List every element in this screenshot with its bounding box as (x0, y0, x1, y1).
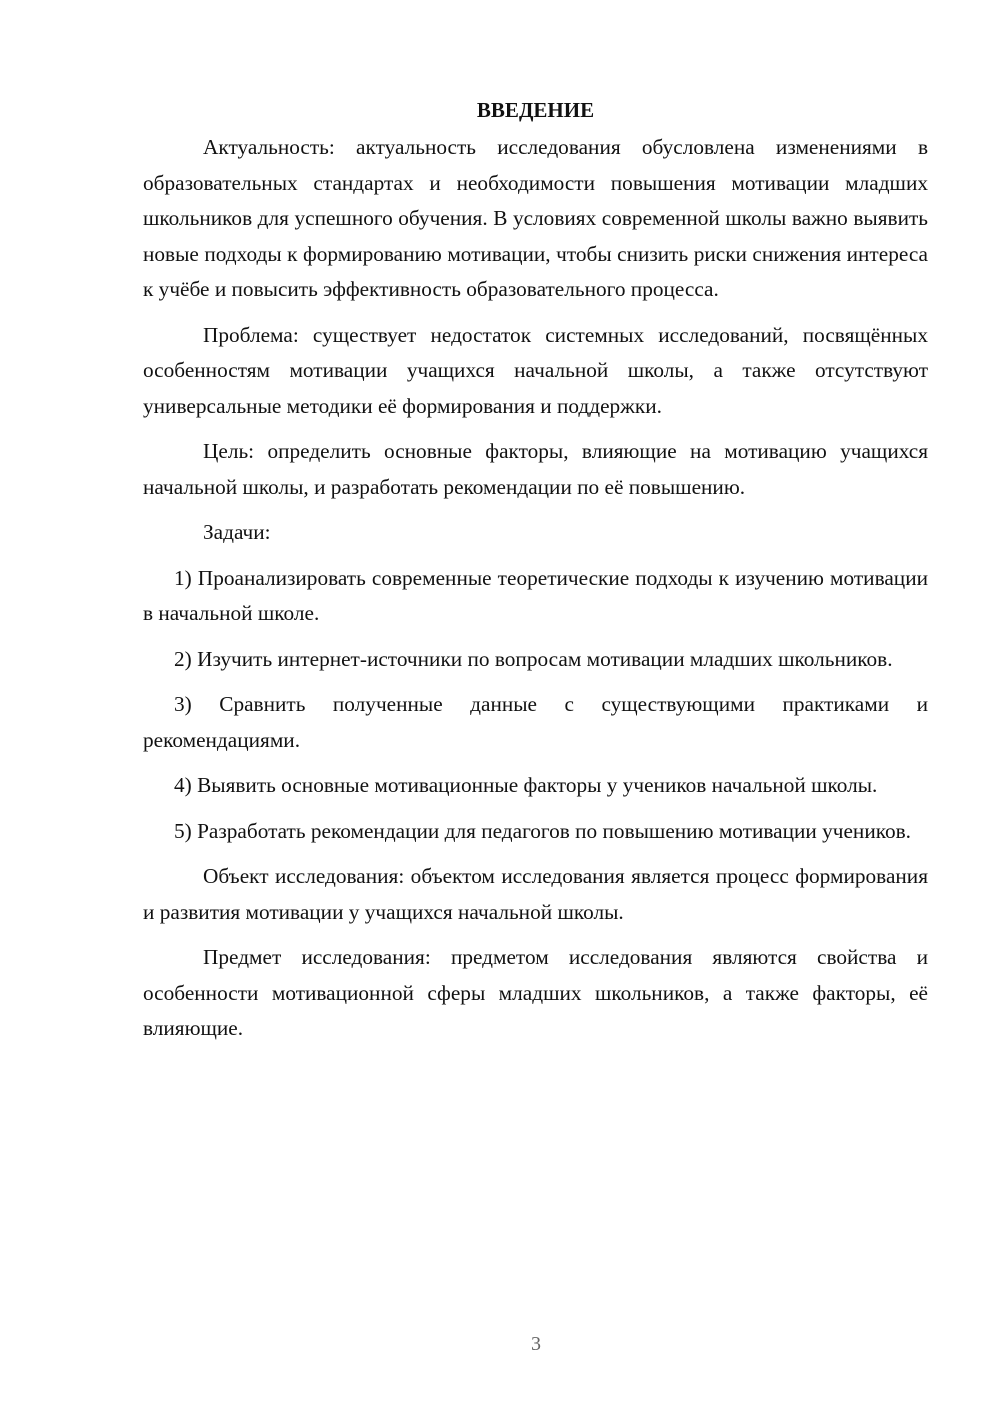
paragraph-object: Объект исследования: объектом исследования является процесс формирования и развития мотивации у учащихся начальной школы. (143, 864, 928, 924)
page-number: 3 (531, 1333, 541, 1355)
task-item-3: 3) Сравнить полученные данные с существующими практиками и рекомендациями. (143, 692, 928, 752)
paragraph-subject: Предмет исследования: предметом исследования являются свойства и особенности мотивационной сферы младших школьников, а также факторы, её влияющие. (143, 945, 928, 1040)
task-item-4: 4) Выявить основные мотивационные факторы у учеников начальной школы. (174, 773, 878, 797)
task-item-5: 5) Разработать рекомендации для педагогов по повышению мотивации учеников. (174, 818, 912, 843)
document-body (143, 92, 928, 1047)
paragraph-tasks-heading: Задачи: (203, 520, 271, 544)
section-title: ВВЕДЕНИЕ (476, 98, 595, 122)
paragraph-relevance: Актуальность: актуальность исследования обусловлена изменениями в образовательных стандартах и необходимости повышения мотивации младших школьников для успешного обучения. В условиях современной школы важно выявить новые подходы к формированию мотивации, чтобы снизить риски снижения интереса к учёбе и повысить эффективность образовательного процесса. (143, 135, 928, 301)
task-item-2: 2) Изучить интернет-источники по вопросам мотивации младших школьников. (174, 646, 893, 671)
paragraph-problem: Проблема: существует недостаток системных исследований, посвящённых особенностям мотивации учащихся начальной школы, а также отсутствуют универсальные методики её формирования и поддержки. (143, 322, 928, 418)
task-item-1: 1) Проанализировать современные теоретические подходы к изучению мотивации в начальной школе. (143, 565, 928, 625)
paragraph-goal: Цель: определить основные факторы, влияющие на мотивацию учащихся начальной школы, и разработать рекомендации по её повышению. (143, 439, 928, 499)
